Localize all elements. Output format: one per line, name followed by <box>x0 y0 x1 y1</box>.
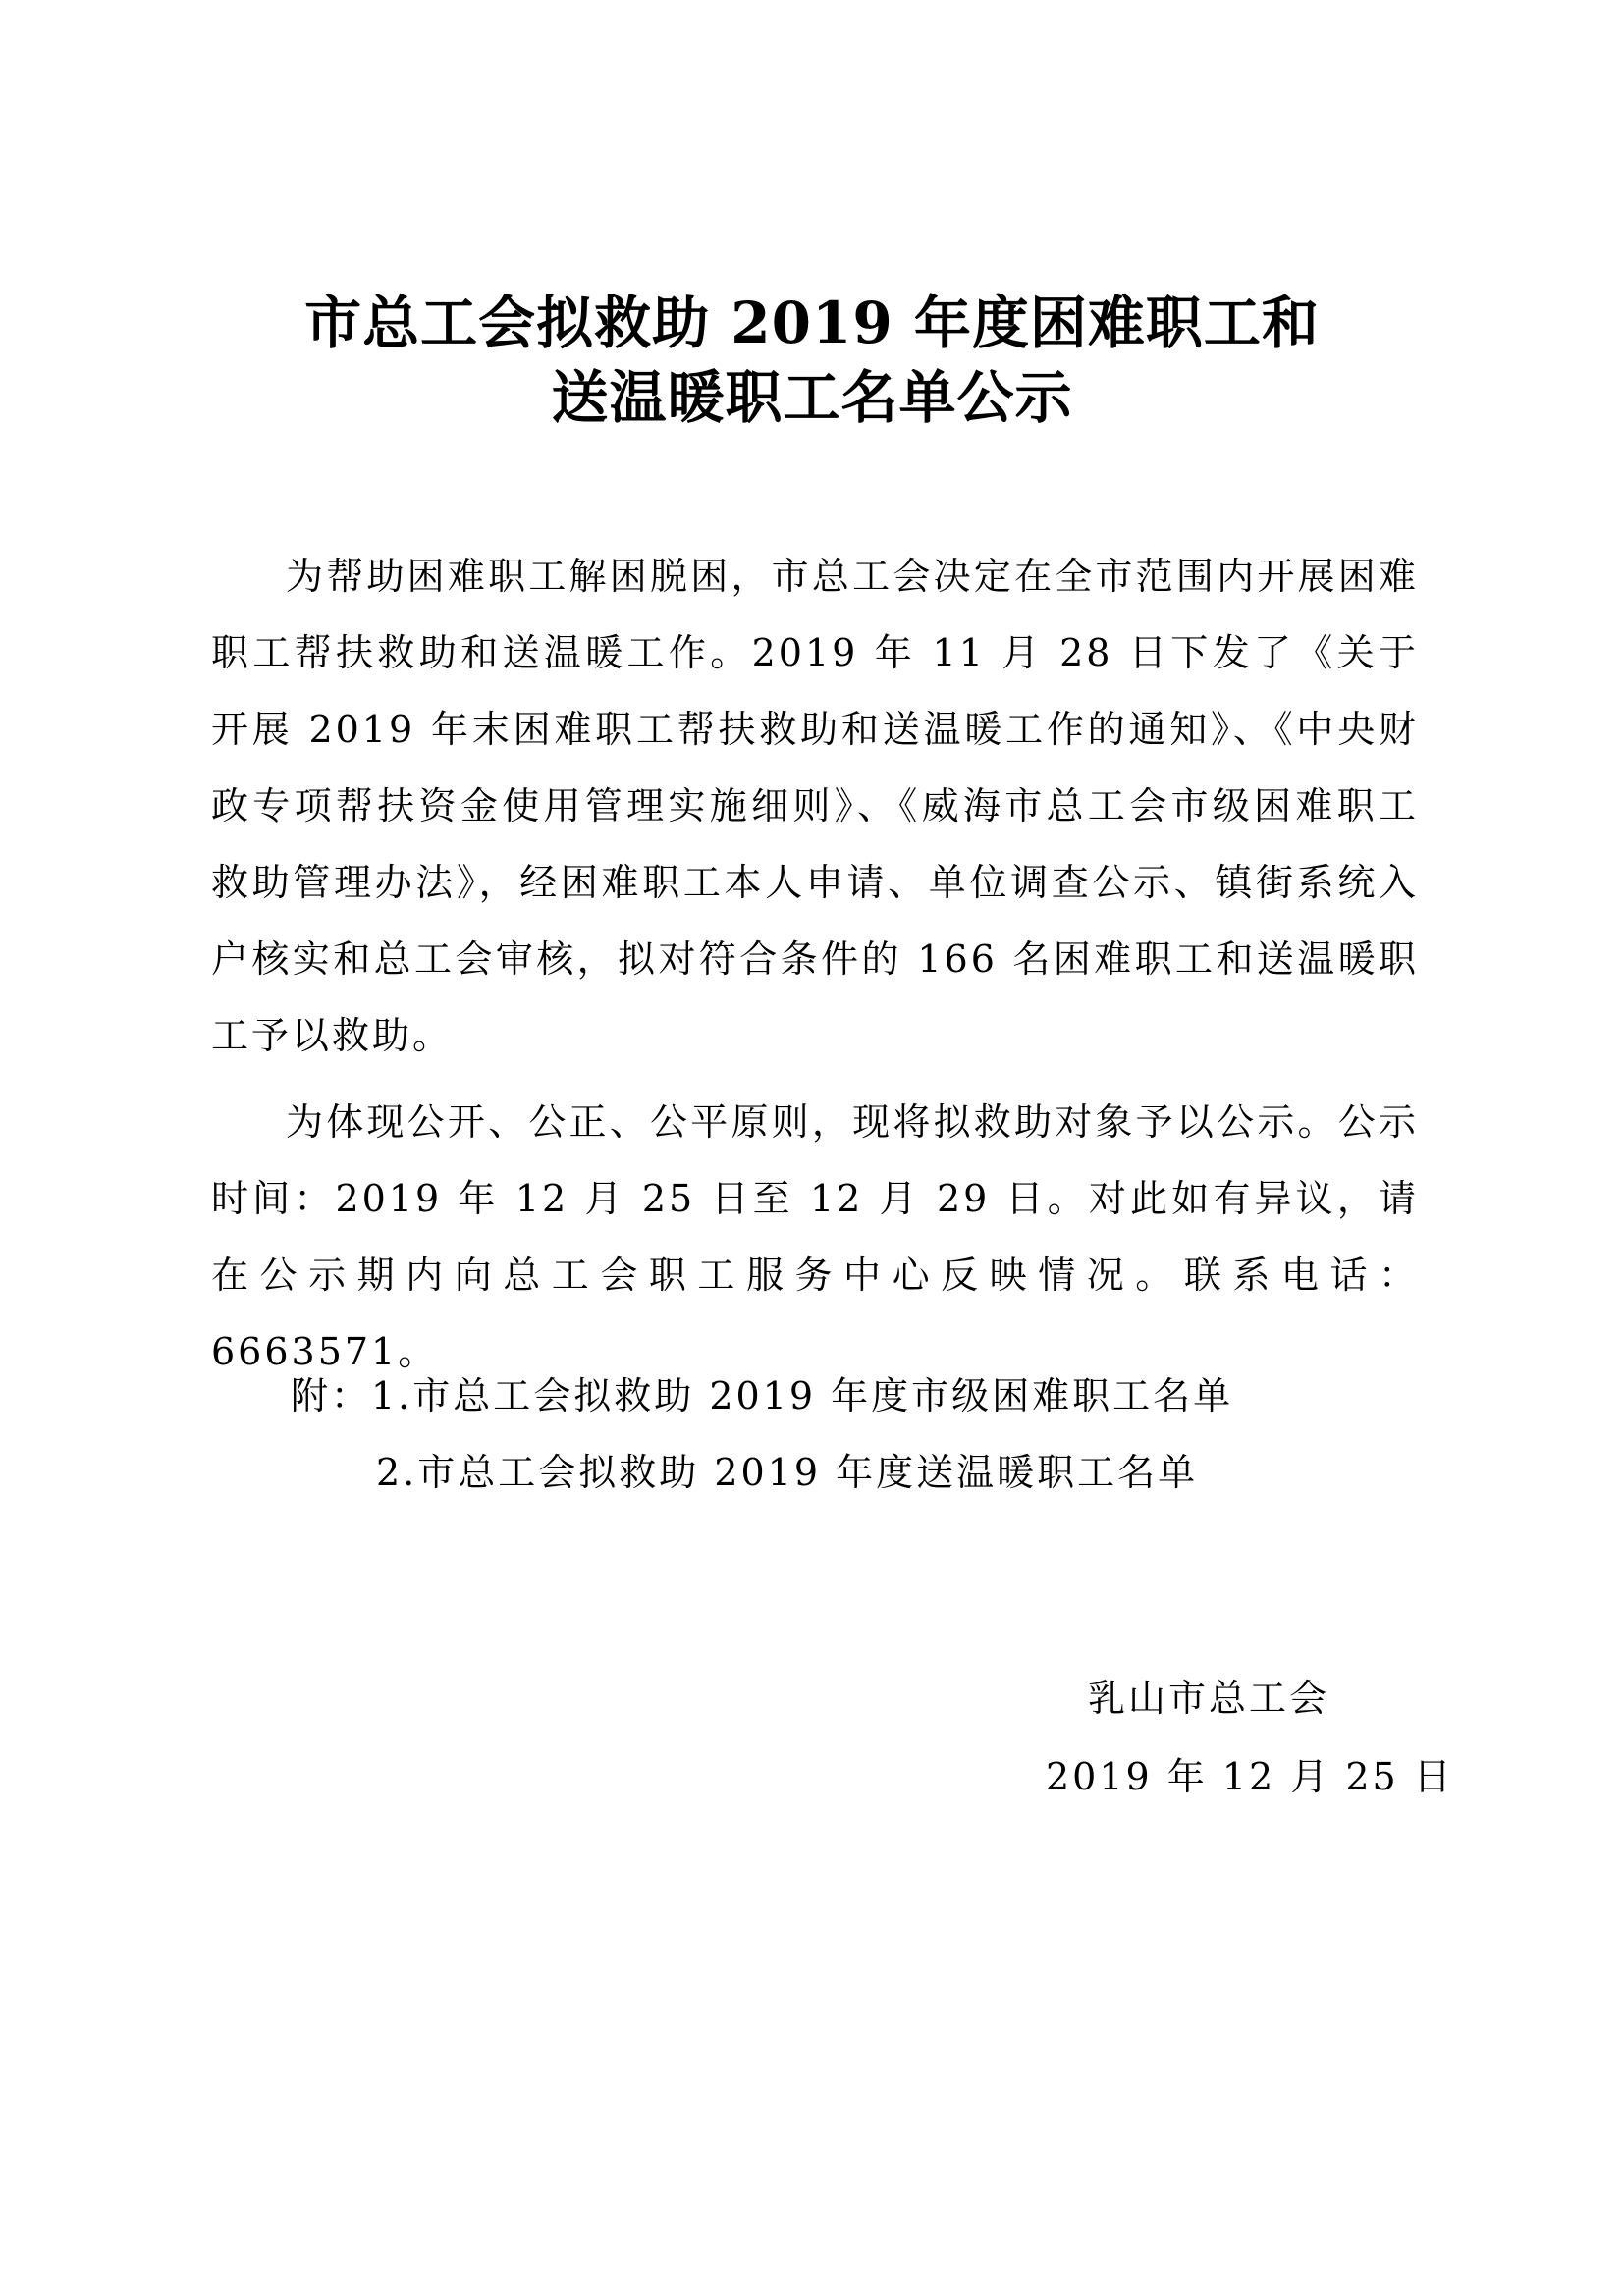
attachment-item-2: 2.市总工会拟救助 2019 年度送温暖职工名单 <box>376 1451 1199 1494</box>
document-title-line-2: 送温暖职工名单公示 <box>551 364 1073 431</box>
signature-organization: 乳山市总工会 <box>1088 1677 1330 1720</box>
document-title-line-1: 市总工会拟救助 2019 年度困难职工和 <box>304 290 1320 356</box>
signature-date: 2019 年 12 月 25 日 <box>1046 1755 1454 1798</box>
attachment-item-1: 附：1.市总工会拟救助 2019 年度市级困难职工名单 <box>291 1374 1234 1417</box>
body-paragraph-2: 为体现公开、公正、公平原则，现将拟救助对象予以公示。公示时间：2019 年 12 月 25 日至 12 月 29 日。对此如有异议，请在公示期内向总工会职工服务中心反映情况。联系电话：6663571。 <box>211 1100 1419 1373</box>
body-paragraph-1: 为帮助困难职工解困脱困，市总工会决定在全市范围内开展困难职工帮扶救助和送温暖工作。2019 年 11 月 28 日下发了《关于开展 2019 年末困难职工帮扶救助和送温暖工作的通知》、《中央财政专项帮扶资金使用管理实施细则》、《威海市总工会市级困难职工救助管理办法》，经困难职工本人申请、单位调查公示、镇街系统入户核实和总工会审核，拟对符合条件的 166 名困难职工和送温暖职工予以救助。 <box>211 555 1419 1057</box>
